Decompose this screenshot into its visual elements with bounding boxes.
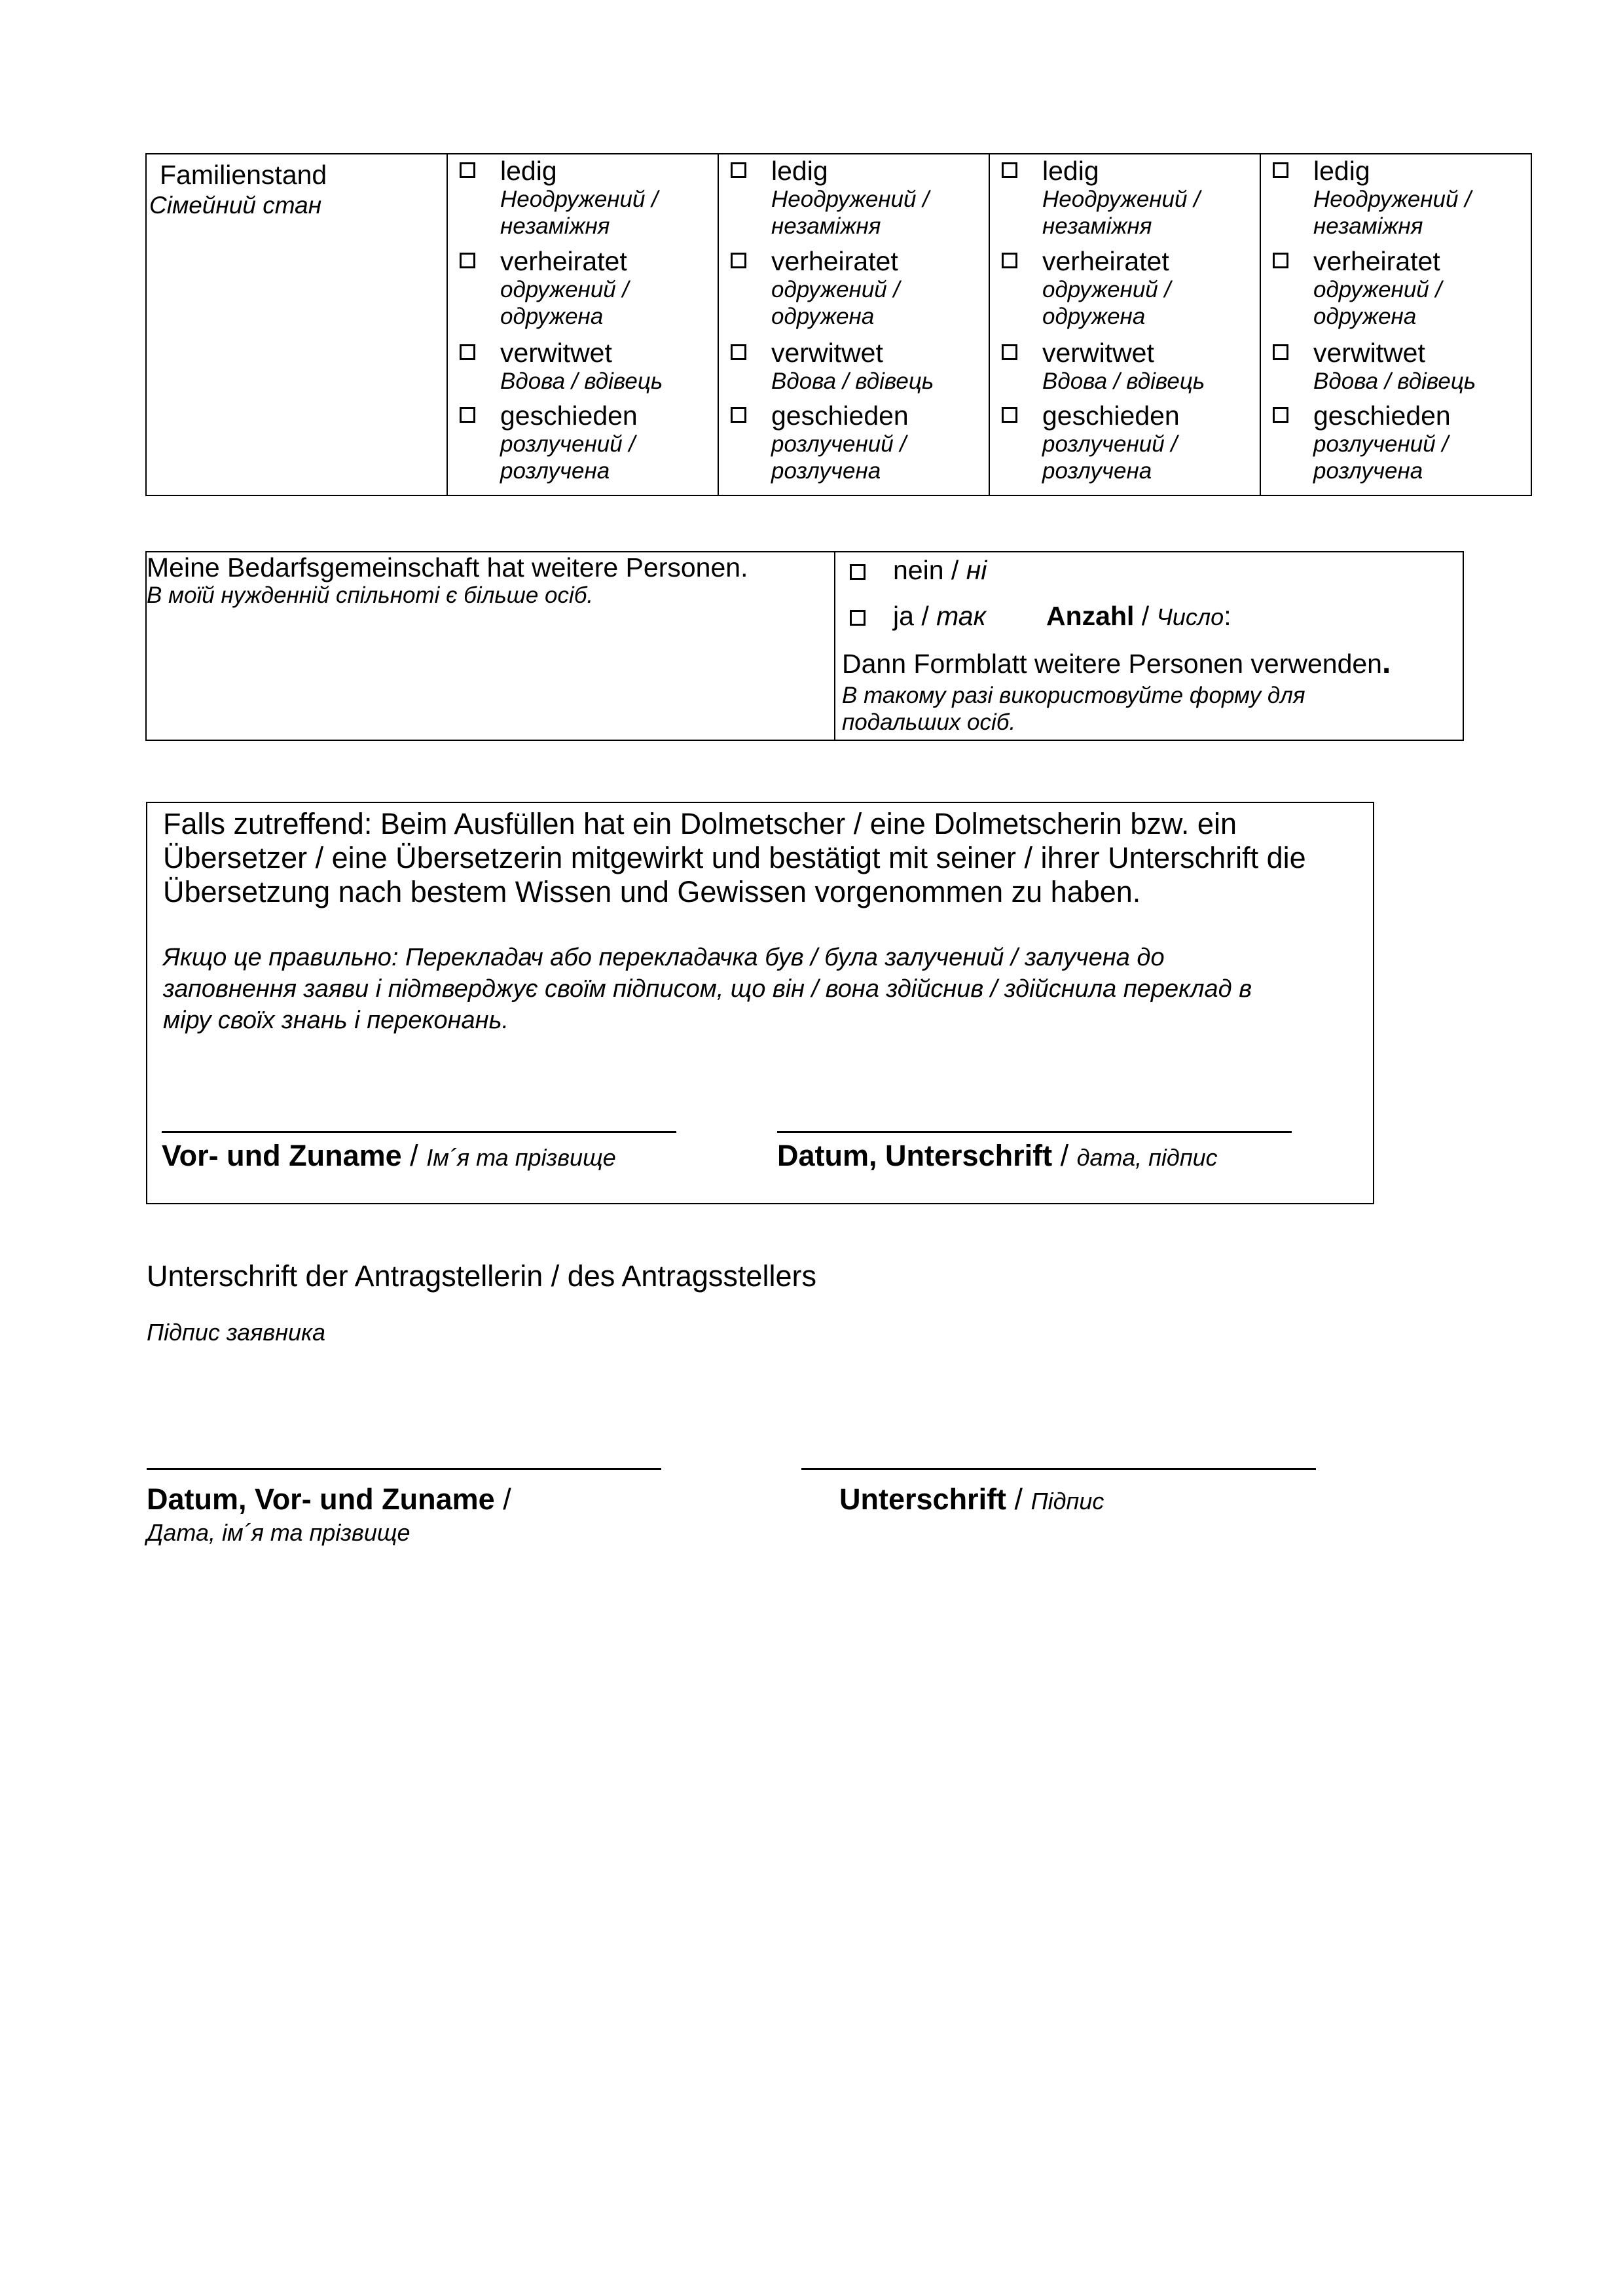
- marital-status-label-cell: [146, 154, 447, 495]
- interpreter-text-uk-line1: Якщо це правильно: Перекладач або перекладачка був / була залучений / залучена до: [163, 944, 1165, 971]
- marital-status-checkbox[interactable]: [1273, 162, 1288, 178]
- marital-status-option-uk: Вдова / вдівець: [771, 368, 934, 394]
- interpreter-date-signature-line[interactable]: [777, 1131, 1292, 1133]
- marital-status-checkbox[interactable]: [731, 407, 746, 423]
- marital-status-option-de: ledig: [1042, 156, 1099, 186]
- marital-status-option-uk: одружена: [500, 304, 604, 329]
- household-question-cell: [146, 552, 835, 740]
- marital-status-column-2: [718, 154, 989, 495]
- household-yes-de: ja: [893, 601, 914, 631]
- marital-status-option-uk: розлучений /: [771, 431, 907, 457]
- marital-status-option-de: verheiratet: [1313, 246, 1440, 276]
- marital-status-option-uk: одружений /: [1042, 277, 1171, 302]
- marital-status-option-uk: розлучена: [771, 458, 881, 484]
- household-note-uk-line2: подальших осіб.: [842, 709, 1016, 735]
- marital-status-checkbox[interactable]: [731, 162, 746, 178]
- marital-status-option-uk: Вдова / вдівець: [1313, 368, 1476, 394]
- interpreter-text-de-line3: Übersetzung nach bestem Wissen und Gewissen vorgenommen zu haben.: [163, 875, 1141, 908]
- interpreter-name-signature-line[interactable]: [162, 1131, 676, 1133]
- household-count-label: Anzahl / Число:: [1046, 601, 1231, 631]
- marital-status-option-uk: одружена: [771, 304, 875, 329]
- marital-status-option-uk: розлучена: [1042, 458, 1152, 484]
- household-yes-checkbox[interactable]: [850, 610, 866, 626]
- marital-status-checkbox[interactable]: [1002, 407, 1017, 423]
- marital-status-option-de: geschieden: [771, 401, 909, 431]
- marital-status-option-uk: Неодружений /: [500, 187, 658, 212]
- interpreter-name-label: Vor- und Zuname / Ім´я та прізвище: [162, 1139, 616, 1172]
- marital-status-option-uk: розлучений /: [1313, 431, 1449, 457]
- applicant-date-name-uk: Дата, ім´я та прізвище: [147, 1519, 410, 1546]
- marital-status-checkbox[interactable]: [460, 162, 475, 178]
- marital-status-option-de: verwitwet: [771, 338, 883, 368]
- interpreter-text-uk-line3: міру своїх знань і переконань.: [163, 1007, 509, 1034]
- marital-status-option-de: verheiratet: [1042, 246, 1169, 276]
- applicant-date-name-label: Datum, Vor- und Zuname /: [147, 1482, 511, 1516]
- marital-status-option-de: geschieden: [1042, 401, 1180, 431]
- interpreter-text-uk-line2: заповнення заяви і підтверджує своїм підписом, що він / вона здійснив / здійснила переклад в: [163, 975, 1252, 1003]
- applicant-signature-title-uk: Підпис заявника: [147, 1319, 326, 1346]
- household-note-uk-line1: В такому разі використовуйте форму для: [842, 683, 1305, 708]
- marital-status-option-uk: Неодружений /: [771, 187, 929, 212]
- applicant-date-name-line[interactable]: [147, 1468, 661, 1470]
- marital-status-column-4: [1260, 154, 1531, 495]
- household-no-checkbox[interactable]: [850, 564, 866, 580]
- marital-status-label-uk: Сімейний стан: [149, 192, 322, 219]
- marital-status-checkbox[interactable]: [731, 344, 746, 360]
- marital-status-option-de: ledig: [1313, 156, 1370, 186]
- marital-status-option-de: verheiratet: [771, 246, 898, 276]
- applicant-signature-line[interactable]: [801, 1468, 1316, 1470]
- marital-status-option-uk: Вдова / вдівець: [500, 368, 663, 394]
- marital-status-checkbox[interactable]: [1002, 253, 1017, 268]
- marital-status-option-uk: одружена: [1313, 304, 1417, 329]
- marital-status-checkbox[interactable]: [460, 253, 475, 268]
- interpreter-text-de-line2: Übersetzer / eine Übersetzerin mitgewirkt und bestätigt mit seiner / ihrer Unterschrift die: [163, 841, 1306, 874]
- marital-status-option-de: ledig: [500, 156, 557, 186]
- household-question-de: Meine Bedarfsgemeinschaft hat weitere Personen.: [147, 552, 748, 583]
- marital-status-checkbox[interactable]: [1273, 344, 1288, 360]
- interpreter-text-de-line1: Falls zutreffend: Beim Ausfüllen hat ein Dolmetscher / eine Dolmetscherin bzw. ein: [163, 807, 1237, 840]
- marital-status-option-uk: розлучена: [500, 458, 610, 484]
- household-count-de: Anzahl: [1046, 601, 1135, 631]
- applicant-signature-uk: Підпис: [1030, 1488, 1104, 1515]
- marital-status-option-uk: незаміжня: [1313, 213, 1423, 239]
- household-no-uk: ні: [966, 555, 987, 585]
- marital-status-checkbox[interactable]: [460, 344, 475, 360]
- marital-status-checkbox[interactable]: [731, 253, 746, 268]
- household-table: [145, 551, 1464, 741]
- interpreter-box: [146, 802, 1374, 1204]
- interpreter-date-label-de: Datum, Unterschrift: [777, 1139, 1053, 1172]
- marital-status-checkbox[interactable]: [1273, 253, 1288, 268]
- applicant-signature-label: Unterschrift / Підпис: [839, 1482, 1104, 1516]
- household-count-uk: Число: [1156, 603, 1224, 630]
- marital-status-option-uk: розлучена: [1313, 458, 1423, 484]
- household-answer-cell: [835, 552, 1463, 740]
- marital-status-option-de: verwitwet: [1313, 338, 1425, 368]
- marital-status-option-uk: розлучений /: [500, 431, 636, 457]
- interpreter-name-label-de: Vor- und Zuname: [162, 1139, 402, 1172]
- marital-status-option-uk: одружений /: [1313, 277, 1442, 302]
- household-no-de: nein: [893, 555, 944, 585]
- marital-status-option-uk: незаміжня: [1042, 213, 1152, 239]
- interpreter-name-label-uk: Ім´я та прізвище: [426, 1144, 616, 1171]
- marital-status-option-de: geschieden: [1313, 401, 1451, 431]
- marital-status-option-uk: Неодружений /: [1042, 187, 1200, 212]
- interpreter-date-label: Datum, Unterschrift / дата, підпис: [777, 1139, 1218, 1172]
- applicant-signature-de: Unterschrift: [839, 1482, 1007, 1516]
- marital-status-option-uk: незаміжня: [771, 213, 881, 239]
- marital-status-option-uk: незаміжня: [500, 213, 610, 239]
- marital-status-option-uk: одружений /: [500, 277, 629, 302]
- marital-status-option-uk: одружений /: [771, 277, 900, 302]
- marital-status-option-uk: Неодружений /: [1313, 187, 1471, 212]
- household-note-de-line: Dann Formblatt weitere Personen verwenden.: [842, 645, 1391, 680]
- applicant-signature-title-de: Unterschrift der Antragstellerin / des Antragsstellers: [147, 1259, 816, 1293]
- marital-status-option-uk: Вдова / вдівець: [1042, 368, 1205, 394]
- marital-status-option-de: verheiratet: [500, 246, 627, 276]
- marital-status-label-de: Familienstand: [160, 160, 327, 190]
- interpreter-date-label-uk: дата, підпис: [1076, 1144, 1218, 1171]
- marital-status-option-de: geschieden: [500, 401, 638, 431]
- household-no-option: nein / ні: [893, 555, 987, 585]
- household-question-uk: В моїй нужденній спільноті є більше осіб.: [147, 583, 594, 608]
- marital-status-checkbox[interactable]: [460, 407, 475, 423]
- marital-status-checkbox[interactable]: [1002, 162, 1017, 178]
- marital-status-option-uk: одружена: [1042, 304, 1146, 329]
- marital-status-checkbox[interactable]: [1002, 344, 1017, 360]
- marital-status-option-uk: розлучений /: [1042, 431, 1178, 457]
- marital-status-table: [145, 153, 1532, 496]
- applicant-date-name-de: Datum, Vor- und Zuname: [147, 1482, 495, 1516]
- marital-status-column-3: [989, 154, 1260, 495]
- household-yes-option: ja / так: [893, 601, 986, 631]
- marital-status-option-de: verwitwet: [1042, 338, 1154, 368]
- marital-status-checkbox[interactable]: [1273, 407, 1288, 423]
- household-yes-uk: так: [936, 601, 986, 631]
- household-note-de: Dann Formblatt weitere Personen verwenden: [842, 649, 1382, 679]
- marital-status-column-1: [447, 154, 718, 495]
- marital-status-option-de: ledig: [771, 156, 828, 186]
- marital-status-option-de: verwitwet: [500, 338, 612, 368]
